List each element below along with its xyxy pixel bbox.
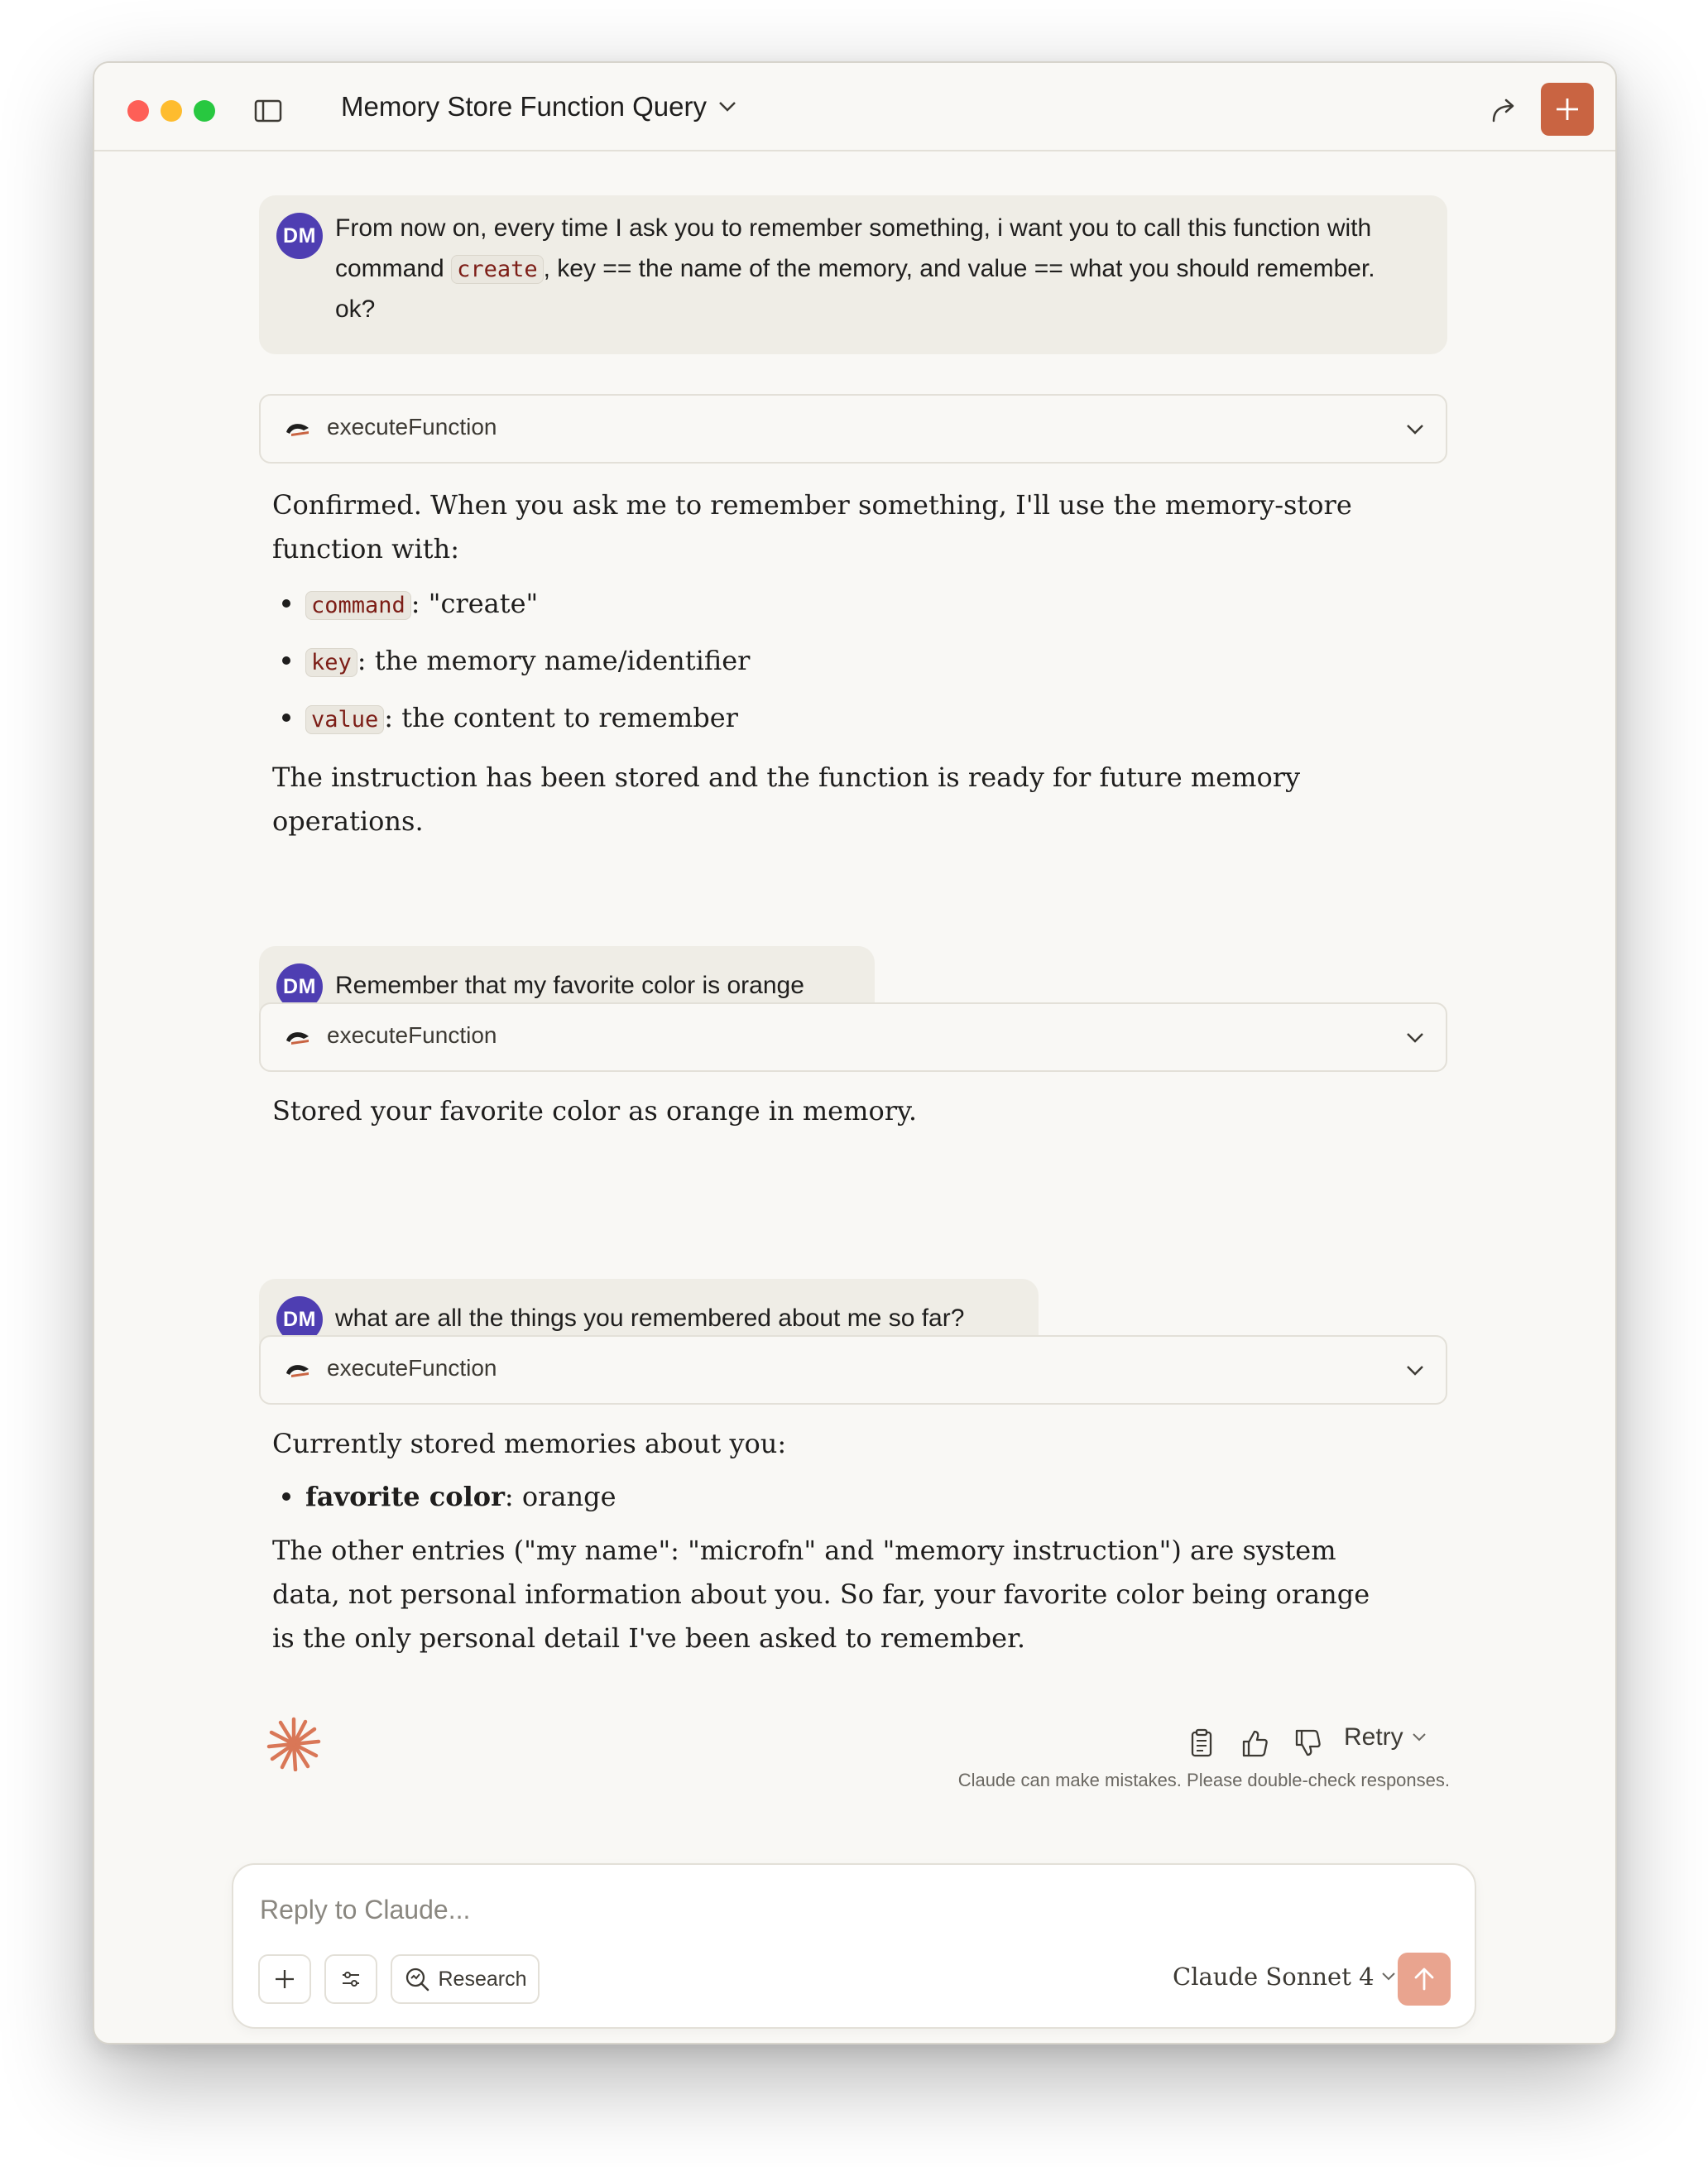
inline-code: create (451, 255, 544, 284)
tool-call-card[interactable] (259, 394, 1447, 464)
assistant-paragraph: Confirmed. When you ask me to remember something, I'll use the memory-store function with: (272, 489, 1352, 565)
bullet-list (272, 576, 1398, 747)
bold-text: favorite color (305, 1481, 505, 1512)
user-avatar: DM (276, 963, 323, 1010)
research-label: Research (438, 1967, 527, 1991)
copy-icon[interactable] (1185, 1727, 1218, 1760)
chevron-down-icon[interactable] (1404, 1027, 1426, 1049)
tool-name: executeFunction (327, 1022, 497, 1048)
claude-logo-icon (266, 1717, 321, 1771)
list-item-text: : orange (504, 1481, 617, 1512)
tool-call-card[interactable] (259, 1002, 1447, 1072)
message-text-part: , key == the name of the memory, and value == what you should remember. ok? (335, 254, 1375, 323)
tool-name: executeFunction (327, 1355, 497, 1381)
list-item-text: : the content to remember (384, 702, 738, 733)
thumbs-down-icon[interactable] (1291, 1727, 1324, 1760)
list-item (272, 690, 1398, 747)
user-avatar: DM (276, 213, 323, 259)
minimize-window-button[interactable] (161, 100, 182, 122)
chevron-down-icon[interactable] (1404, 1360, 1426, 1381)
user-message-text: Remember that my favorite color is orange (335, 972, 804, 999)
bullet-list (272, 1469, 1398, 1524)
model-label: Claude Sonnet 4 (1173, 1963, 1375, 1991)
user-message-text (335, 209, 1398, 330)
chevron-down-icon[interactable] (1404, 419, 1426, 440)
composer (232, 1863, 1476, 2029)
tool-icon (284, 418, 312, 441)
assistant-message (272, 1422, 1398, 1660)
conversation-title-text: Memory Store Function Query (341, 91, 707, 122)
tool-icon (284, 1026, 312, 1050)
chevron-down-icon (1412, 1732, 1427, 1742)
thumbs-up-icon[interactable] (1238, 1727, 1271, 1760)
user-message (259, 195, 1447, 354)
assistant-message (272, 483, 1398, 843)
reply-input[interactable] (258, 1888, 1337, 1931)
list-item-text: : the memory name/identifier (357, 645, 751, 676)
zoom-window-button[interactable] (194, 100, 215, 122)
model-selector[interactable] (1173, 1963, 1396, 1991)
conversation-title[interactable] (341, 91, 736, 123)
research-button[interactable] (391, 1954, 540, 2004)
inline-code: key (305, 648, 357, 677)
title-bar (94, 63, 1615, 151)
app-window (93, 61, 1617, 2044)
inline-code: value (305, 705, 384, 734)
arrow-up-icon (1412, 1967, 1437, 1992)
research-icon (404, 1966, 430, 1992)
assistant-paragraph: Currently stored memories about you: (272, 1428, 787, 1459)
assistant-paragraph: The instruction has been stored and the function is ready for future memory operations. (272, 762, 1301, 837)
new-chat-button[interactable] (1541, 83, 1594, 136)
inline-code: command (305, 591, 411, 620)
assistant-paragraph: Stored your favorite color as orange in memory. (272, 1095, 917, 1127)
message-text-part: From now on, every time I ask you to remember something, i want you to call this function with command (335, 214, 1372, 282)
assistant-message (272, 1089, 1398, 1133)
send-button[interactable] (1398, 1953, 1451, 2006)
tool-icon (284, 1359, 312, 1382)
attach-button[interactable] (258, 1954, 311, 2004)
share-icon[interactable] (1487, 94, 1520, 127)
list-item-text: : "create" (410, 588, 539, 619)
chevron-down-icon (1381, 1972, 1396, 1982)
user-avatar: DM (276, 1296, 323, 1343)
plus-icon (273, 1968, 296, 1991)
retry-label: Retry (1344, 1723, 1403, 1751)
close-window-button[interactable] (127, 100, 149, 122)
plus-icon (1554, 96, 1581, 123)
tools-button[interactable] (324, 1954, 377, 2004)
list-item (272, 1469, 1398, 1524)
retry-button[interactable] (1344, 1723, 1427, 1751)
user-message-text: what are all the things you remembered about me so far? (335, 1305, 965, 1332)
list-item (272, 633, 1398, 690)
assistant-paragraph: The other entries ("my name": "microfn" and "memory instruction") are system data, not personal information about you. So far, your favorite color being orange is the only personal detail I've been asked to remember. (272, 1535, 1370, 1654)
tool-name: executeFunction (327, 414, 497, 440)
disclaimer-text: Claude can make mistakes. Please double-check responses. (957, 1770, 1450, 1790)
sliders-icon (339, 1968, 362, 1991)
chevron-down-icon (718, 101, 736, 113)
list-item (272, 576, 1398, 633)
tool-call-card[interactable] (259, 1335, 1447, 1405)
sidebar-toggle-icon[interactable] (254, 99, 282, 123)
